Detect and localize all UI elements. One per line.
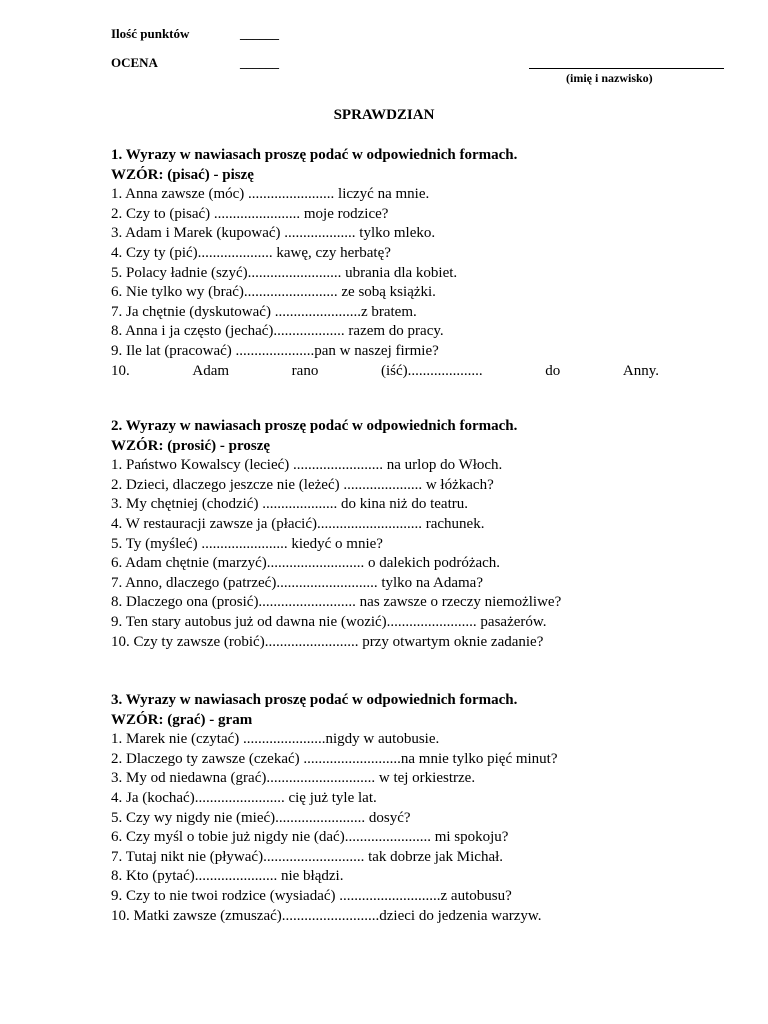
exercise-item: 9. Ten stary autobus już od dawna nie (wozić)........................ pasażerów. (111, 613, 547, 630)
points-label: Ilość punktów (111, 26, 190, 41)
grade-label: OCENA (111, 55, 158, 70)
name-signature-line (529, 68, 724, 69)
exercise-item: 1. Anna zawsze (móc) ....................... liczyć na mnie. (111, 186, 430, 203)
exercise-example: WZÓR: (pisać) - piszę (111, 166, 254, 183)
word: do (545, 362, 561, 379)
exercise-instruction: 1. Wyrazy w nawiasach proszę podać w odpowiednich formach. (111, 147, 518, 163)
exercise-item: 5. Polacy ładnie (szyć)......................... ubrania dla kobiet. (111, 264, 458, 281)
exercise-item: 3. My chętniej (chodzić) .................... do kina niż do teatru. (111, 496, 468, 513)
exercise-item: 7. Ja chętnie (dyskutować) .......................z bratem. (111, 303, 417, 320)
exercise-item: 2. Dzieci, dlaczego jeszcze nie (leżeć) ..................... w łóżkach? (111, 476, 494, 493)
exercise-2 (111, 417, 661, 652)
word: Adam (192, 362, 230, 379)
exercise-item: 8. Anna i ja często (jechać)................... razem do pracy. (111, 323, 444, 340)
points-blank: ______ (240, 26, 279, 41)
exercise-item-justified (111, 362, 659, 382)
page-title: SPRAWDZIAN (333, 107, 435, 123)
exercise-item: 4. W restauracji zawsze ja (płacić)............................ rachunek. (111, 515, 485, 532)
exercise-item: 8. Kto (pytać)...................... nie błądzi. (111, 868, 344, 885)
name-caption: (imię i nazwisko) (566, 71, 653, 85)
exercise-example: WZÓR: (grać) - gram (111, 711, 253, 728)
exercise-item: 3. My od niedawna (grać)............................. w tej orkiestrze. (111, 770, 476, 787)
exercise-item: 10. Matki zawsze (zmuszać)..........................dzieci do jedzenia warzyw. (111, 907, 542, 924)
grade-blank: ______ (240, 55, 279, 70)
exercise-item: 4. Czy ty (pić).................... kawę, czy herbatę? (111, 244, 391, 261)
exercise-item: 5. Ty (myśleć) ....................... kiedyć o mnie? (111, 535, 383, 552)
exercise-item: 1. Państwo Kowalscy (lecieć) ........................ na urlop do Włoch. (111, 457, 503, 474)
exercise-item: 3. Adam i Marek (kupować) ................... tylko mleko. (111, 225, 436, 242)
word: Anny. (622, 362, 659, 379)
exercise-item: 5. Czy wy nigdy nie (mieć)........................ dosyć? (111, 809, 411, 826)
word: (iść).................... (380, 362, 483, 379)
exercise-item: 6. Czy myśl o tobie już nigdy nie (dać)....................... mi spokoju? (111, 829, 509, 846)
exercise-1 (111, 146, 661, 381)
word: 10. (111, 362, 130, 379)
exercise-item: 9. Ile lat (pracować) .....................pan w naszej firmie? (111, 342, 439, 359)
exercise-item: 8. Dlaczego ona (prosić).......................... nas zawsze o rzeczy niemożliwe? (111, 594, 562, 611)
exercise-item: 1. Marek nie (czytać) ......................nigdy w autobusie. (111, 731, 440, 748)
exercise-item: 10. Czy ty zawsze (robić)......................... przy otwartym oknie zadanie? (111, 633, 544, 650)
exercise-example: WZÓR: (prosić) - proszę (111, 437, 271, 454)
exercise-item: 9. Czy to nie twoi rodzice (wysiadać) ...........................z autobusu? (111, 887, 512, 904)
exercise-item: 2. Dlaczego ty zawsze (czekać) ..........................na mnie tylko pięć minut? (111, 750, 558, 767)
exercise-3 (111, 691, 661, 926)
exercise-item: 7. Anno, dlaczego (patrzeć)........................... tylko na Adama? (111, 574, 483, 591)
exercise-item: 6. Adam chętnie (marzyć).......................... o dalekich podróżach. (111, 555, 501, 572)
exercise-item: 2. Czy to (pisać) ....................... moje rodzice? (111, 205, 389, 222)
word: rano (291, 362, 319, 379)
exercise-instruction: 2. Wyrazy w nawiasach proszę podać w odpowiednich formach. (111, 418, 518, 434)
exercise-item: 4. Ja (kochać)........................ cię już tyle lat. (111, 789, 377, 806)
exercise-instruction: 3. Wyrazy w nawiasach proszę podać w odpowiednich formach. (111, 692, 518, 708)
exercise-item: 7. Tutaj nikt nie (pływać)........................... tak dobrze jak Michał. (111, 848, 504, 865)
exercise-item: 6. Nie tylko wy (brać)......................... ze sobą książki. (111, 284, 436, 301)
